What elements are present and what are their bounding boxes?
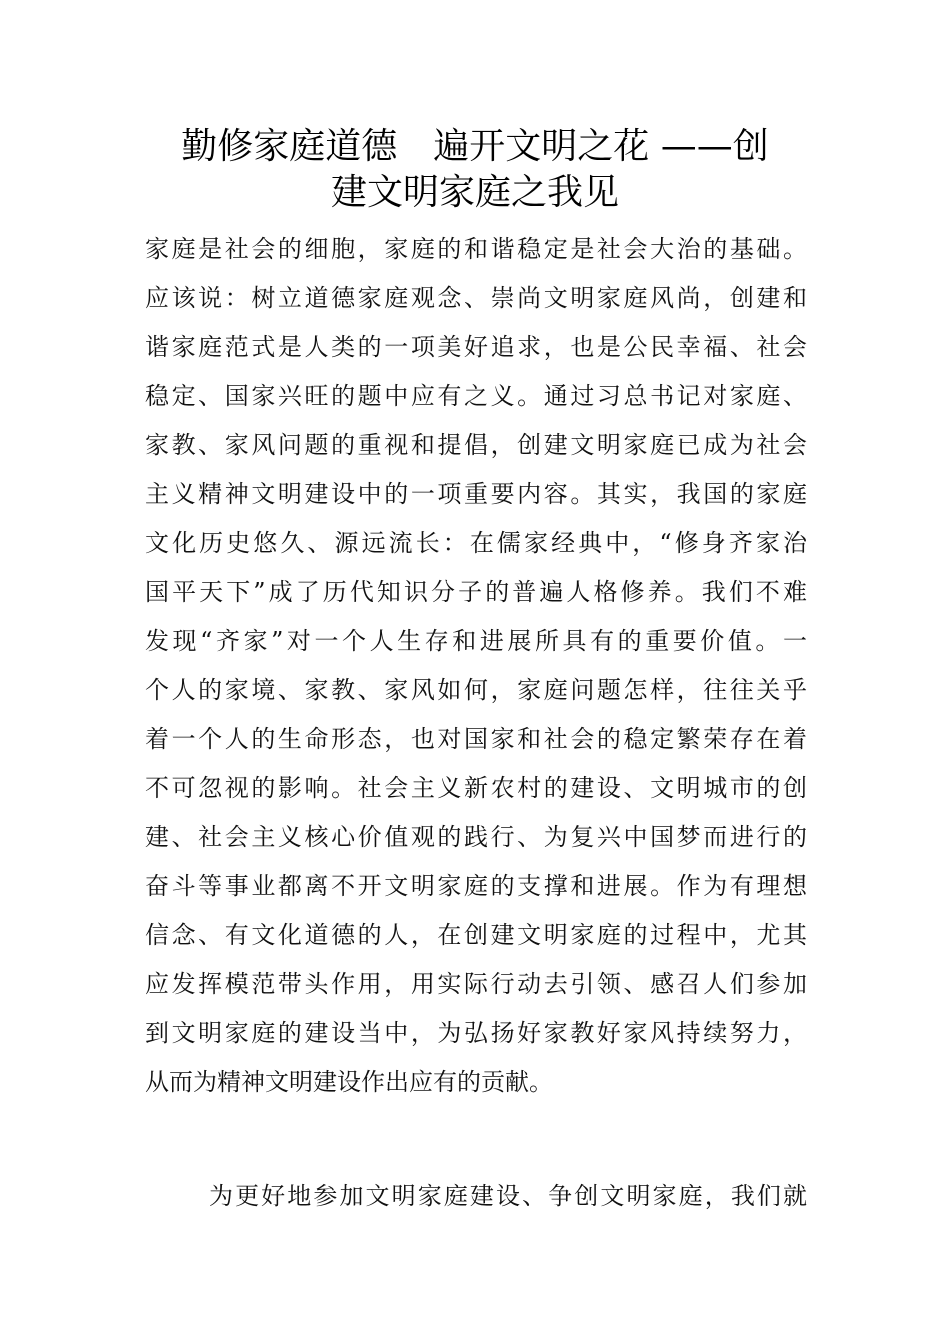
text-line: 个人的家境、家教、家风如何，家庭问题怎样，往往关乎	[145, 676, 807, 704]
paragraph-2	[145, 1172, 807, 1221]
text-line: 稳定、国家兴旺的题中应有之义。通过习总书记对家庭、	[145, 382, 807, 410]
text-line: 着一个人的生命形态，也对国家和社会的稳定繁荣存在着	[145, 725, 807, 753]
text-line: 谐家庭范式是人类的一项美好追求，也是公民幸福、社会	[145, 333, 807, 361]
title-line-1: 勤修家庭道德 遍开文明之花 ——创	[181, 126, 769, 167]
text-line: 到文明家庭的建设当中，为弘扬好家教好家风持续努力，	[145, 1019, 807, 1047]
text-line: 奋斗等事业都离不开文明家庭的支撑和进展。作为有理想	[145, 872, 807, 900]
text-line: 为更好地参加文明家庭建设、争创文明家庭，我们就	[209, 1182, 807, 1210]
document-title	[130, 124, 820, 216]
text-line: 家教、家风问题的重视和提倡，创建文明家庭已成为社会	[145, 431, 807, 459]
text-line: 主义精神文明建设中的一项重要内容。其实，我国的家庭	[145, 480, 807, 508]
paragraph-1	[145, 225, 807, 1107]
text-line: 国平天下”成了历代知识分子的普遍人格修养。我们不难	[145, 578, 807, 606]
text-line: 应该说：树立道德家庭观念、崇尚文明家庭风尚，创建和	[145, 284, 807, 312]
text-line: 建、社会主义核心价值观的践行、为复兴中国梦而进行的	[145, 823, 807, 851]
text-line: 文化历史悠久、源远流长：在儒家经典中，“修身齐家治	[145, 529, 807, 557]
text-line: 发现“齐家”对一个人生存和进展所具有的重要价值。一	[145, 627, 807, 655]
text-line: 应发挥模范带头作用，用实际行动去引领、感召人们参加	[145, 970, 807, 998]
text-line: 从而为精神文明建设作出应有的贡献。	[145, 1068, 553, 1096]
text-line: 信念、有文化道德的人，在创建文明家庭的过程中，尤其	[145, 921, 807, 949]
text-line: 不可忽视的影响。社会主义新农村的建设、文明城市的创	[145, 774, 807, 802]
title-line-2: 建文明家庭之我见	[330, 172, 619, 213]
text-line: 家庭是社会的细胞，家庭的和谐稳定是社会大治的基础。	[145, 235, 807, 263]
